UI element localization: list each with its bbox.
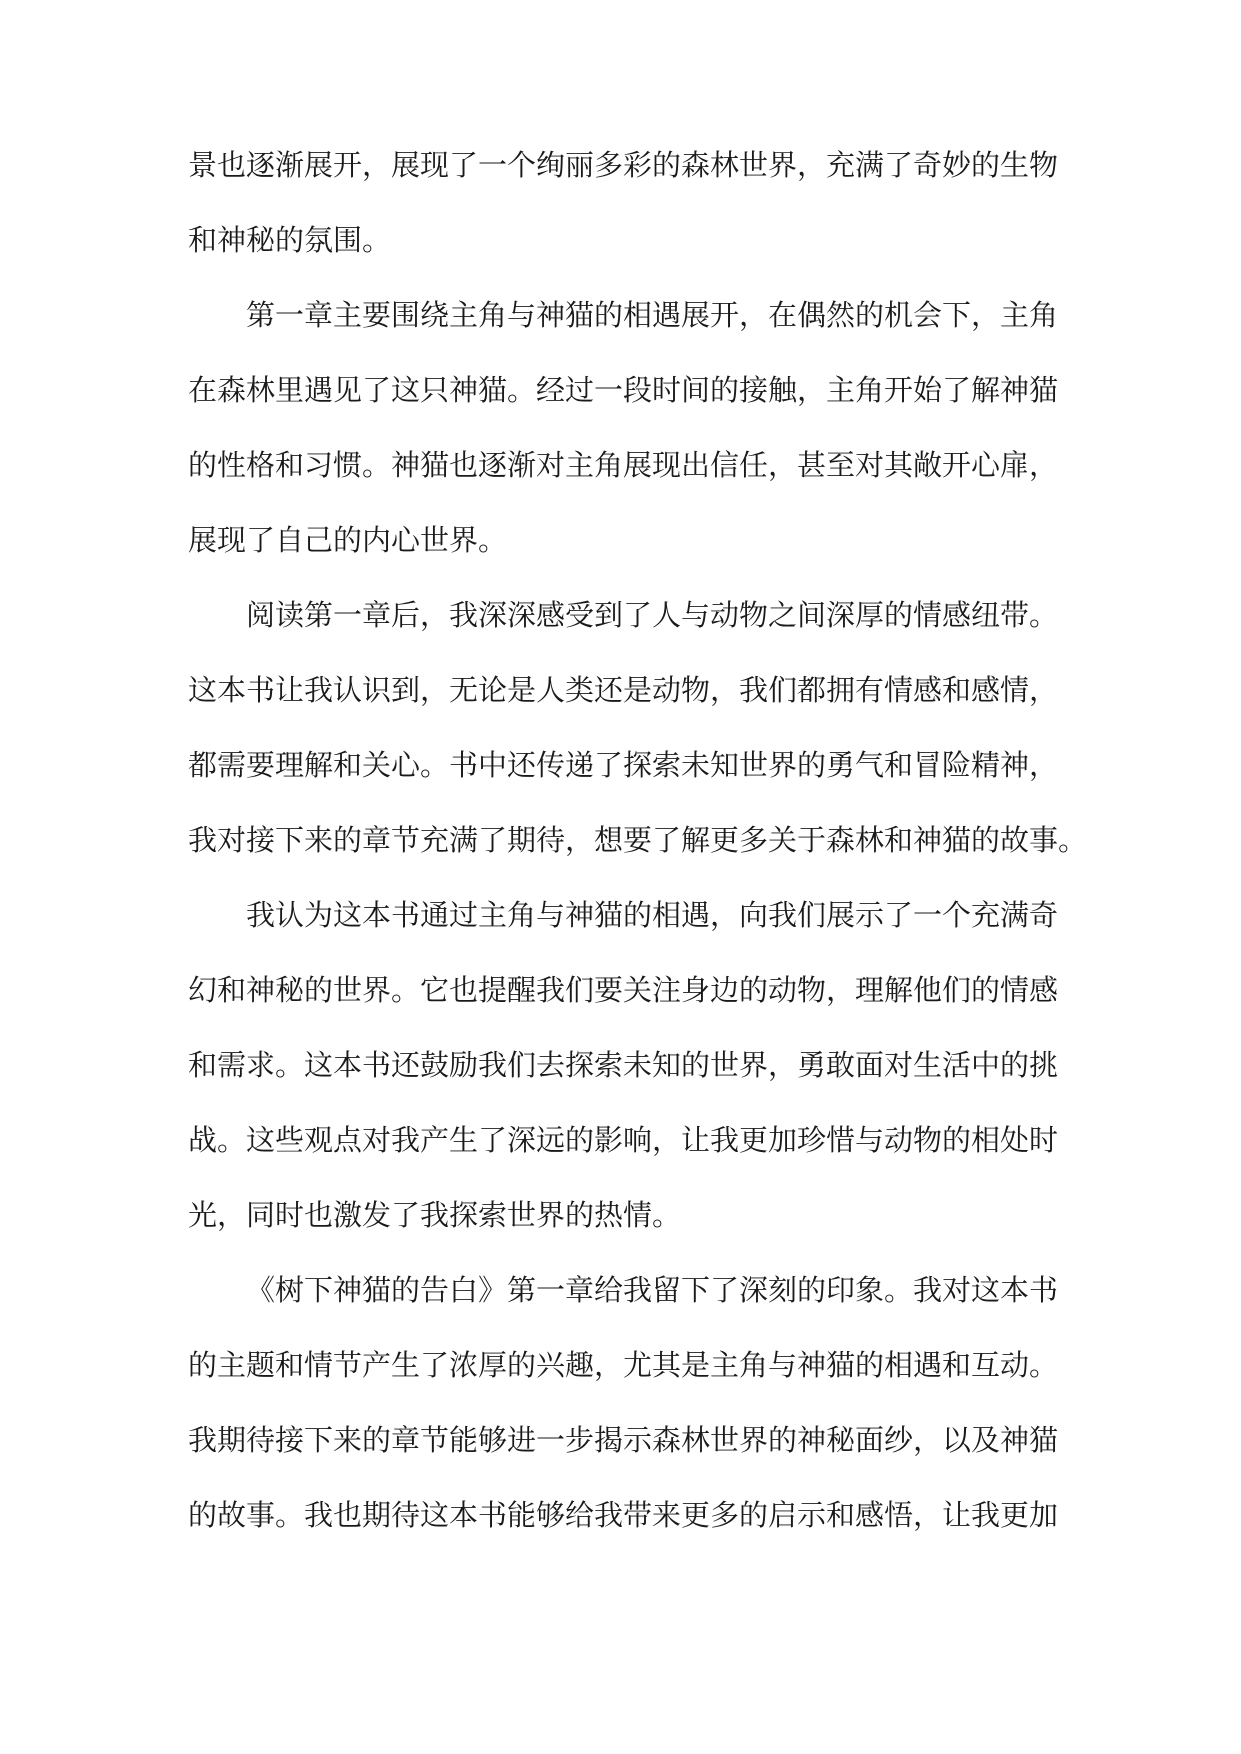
text-line: 的主题和情节产生了浓厚的兴趣，尤其是主角与神猫的相遇和互动。 — [188, 1348, 1059, 1382]
text-line: 阅读第一章后，我深深感受到了人与动物之间深厚的情感纽带。 — [246, 598, 1059, 632]
text-line: 《树下神猫的告白》第一章给我留下了深刻的印象。我对这本书 — [246, 1273, 1059, 1307]
text-line: 和神秘的氛围。 — [188, 223, 392, 257]
text-line: 幻和神秘的世界。它也提醒我们要关注身边的动物，理解他们的情感 — [188, 973, 1059, 1007]
text-line: 我对接下来的章节充满了期待，想要了解更多关于森林和神猫的故事。 — [188, 823, 1088, 857]
body-text — [188, 128, 1088, 1553]
text-line: 在森林里遇见了这只神猫。经过一段时间的接触，主角开始了解神猫 — [188, 373, 1059, 407]
text-line: 和需求。这本书还鼓励我们去探索未知的世界，勇敢面对生活中的挑 — [188, 1048, 1059, 1082]
text-line: 我期待接下来的章节能够进一步揭示森林世界的神秘面纱，以及神猫 — [188, 1423, 1059, 1457]
text-line: 的性格和习惯。神猫也逐渐对主角展现出信任，甚至对其敞开心扉， — [188, 448, 1059, 482]
text-line: 我认为这本书通过主角与神猫的相遇，向我们展示了一个充满奇 — [246, 898, 1059, 932]
text-line: 光，同时也激发了我探索世界的热情。 — [188, 1198, 682, 1232]
text-line: 都需要理解和关心。书中还传递了探索未知世界的勇气和冒险精神， — [188, 748, 1059, 782]
text-line: 景也逐渐展开，展现了一个绚丽多彩的森林世界，充满了奇妙的生物 — [188, 148, 1059, 182]
text-line: 展现了自己的内心世界。 — [188, 523, 508, 557]
text-line: 战。这些观点对我产生了深远的影响，让我更加珍惜与动物的相处时 — [188, 1123, 1059, 1157]
text-line: 这本书让我认识到，无论是人类还是动物，我们都拥有情感和感情， — [188, 673, 1059, 707]
text-line: 的故事。我也期待这本书能够给我带来更多的启示和感悟，让我更加 — [188, 1498, 1059, 1532]
text-line: 第一章主要围绕主角与神猫的相遇展开，在偶然的机会下，主角 — [246, 298, 1059, 332]
